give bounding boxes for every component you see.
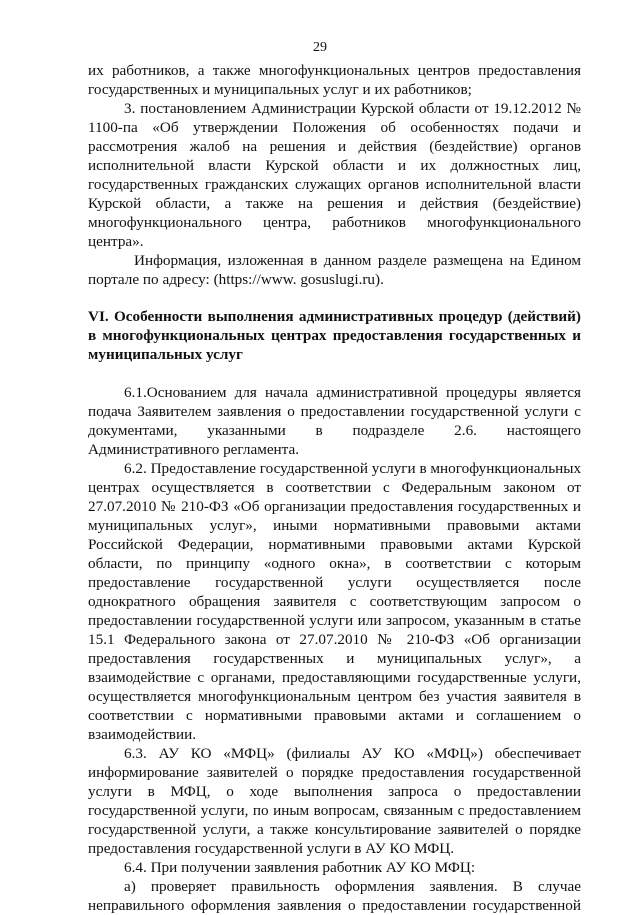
text-line: осуществляется многофункциональным центром без участия заявителя в [88,688,581,705]
section-heading: в многофункциональных центрах предоставления государственных и [88,327,581,344]
text-line: многофункционального центра, работников многофункционального [88,214,581,231]
text-line: Российской Федерации, нормативными правовыми актами Курской [88,536,581,553]
text-line: государственных гражданских служащих органов исполнительной власти [88,176,581,193]
text-line: соответствии с нормативными правовыми актами и соглашением о [88,707,581,724]
text-line: портале по адресу: (https://www. gosuslugi.ru). [88,271,384,288]
text-line: взаимодействии. [88,726,197,743]
text-line: а) проверяет правильность оформления заявления. В случае [124,878,581,895]
text-line: их работников, а также многофункциональных центров предоставления [88,62,581,79]
text-line: 6.1.Основанием для начала административной процедуры является [124,384,581,401]
text-line: неправильного оформления заявления о предоставлении государственной [88,897,581,914]
text-line: 6.4. При получении заявления работник АУ КО МФЦ: [124,859,476,876]
section-heading: VI. Особенности выполнения административных процедур (действий) [88,308,581,325]
page-number: 29 [313,40,327,55]
text-line: услуги в МФЦ, о ходе выполнения запроса о предоставлении [88,783,581,800]
text-line: Информация, изложенная в данном разделе размещена на Едином [134,252,581,269]
text-line: Курской области, а также на решения и действия (бездействие) [88,195,581,212]
text-line: взаимодействие с органами, предоставляющими государственные услуги, [88,669,581,686]
text-line: предоставления государственной услуги в АУ КО МФЦ. [88,840,455,857]
text-line: 6.3. АУ КО «МФЦ» (филиалы АУ КО «МФЦ») обеспечивает [124,745,581,762]
text-line: Административного регламента. [88,441,300,458]
text-line: государственной услуги, а также консультирование заявителей о порядке [88,821,581,838]
text-line: 15.1 Федерального закона от 27.07.2010 № 210-ФЗ «Об организации [88,631,581,648]
text-line: подача Заявителем заявления о предоставлении государственной услуги с [88,403,581,420]
text-line: государственных и муниципальных услуг и их работников; [88,81,472,98]
text-line: государственной услуги, по иным вопросам, связанным с предоставлением [88,802,581,819]
text-line: центрах осуществляется в соответствии с Федеральным законом от [88,479,581,496]
text-line: документами, указанными в подразделе 2.6. настоящего [88,422,581,439]
text-line: муниципальных услуг», иными нормативными правовыми актами [88,517,581,534]
text-line: центра». [88,233,144,250]
text-line: информирование заявителей о порядке предоставления государственной [88,764,581,781]
section-heading: муниципальных услуг [88,346,243,363]
text-line: рассмотрения жалоб на решения и действия (бездействие) органов [88,138,581,155]
text-line: 6.2. Предоставление государственной услуги в многофункциональных [124,460,581,477]
text-line: предоставлении государственной услуги или запросом, указанным в статье [88,612,581,629]
text-line: 27.07.2010 № 210-ФЗ «Об организации предоставления государственных и [88,498,581,515]
text-line: однократного обращения заявителя с соответствующим запросом о [88,593,581,610]
text-line: 3. постановлением Администрации Курской области от 19.12.2012 № [124,100,581,117]
text-line: исполнительной власти Курской области и их должностных лиц, [88,157,581,174]
text-line: предоставление государственной услуги осуществляется после [88,574,581,591]
text-line: области, по принципу «одного окна», в соответствии с которым [88,555,581,572]
text-line: 1100-па «Об утверждении Положения об особенностях подачи и [88,119,581,136]
text-line: предоставления государственных и муниципальных услуг», а [88,650,581,667]
